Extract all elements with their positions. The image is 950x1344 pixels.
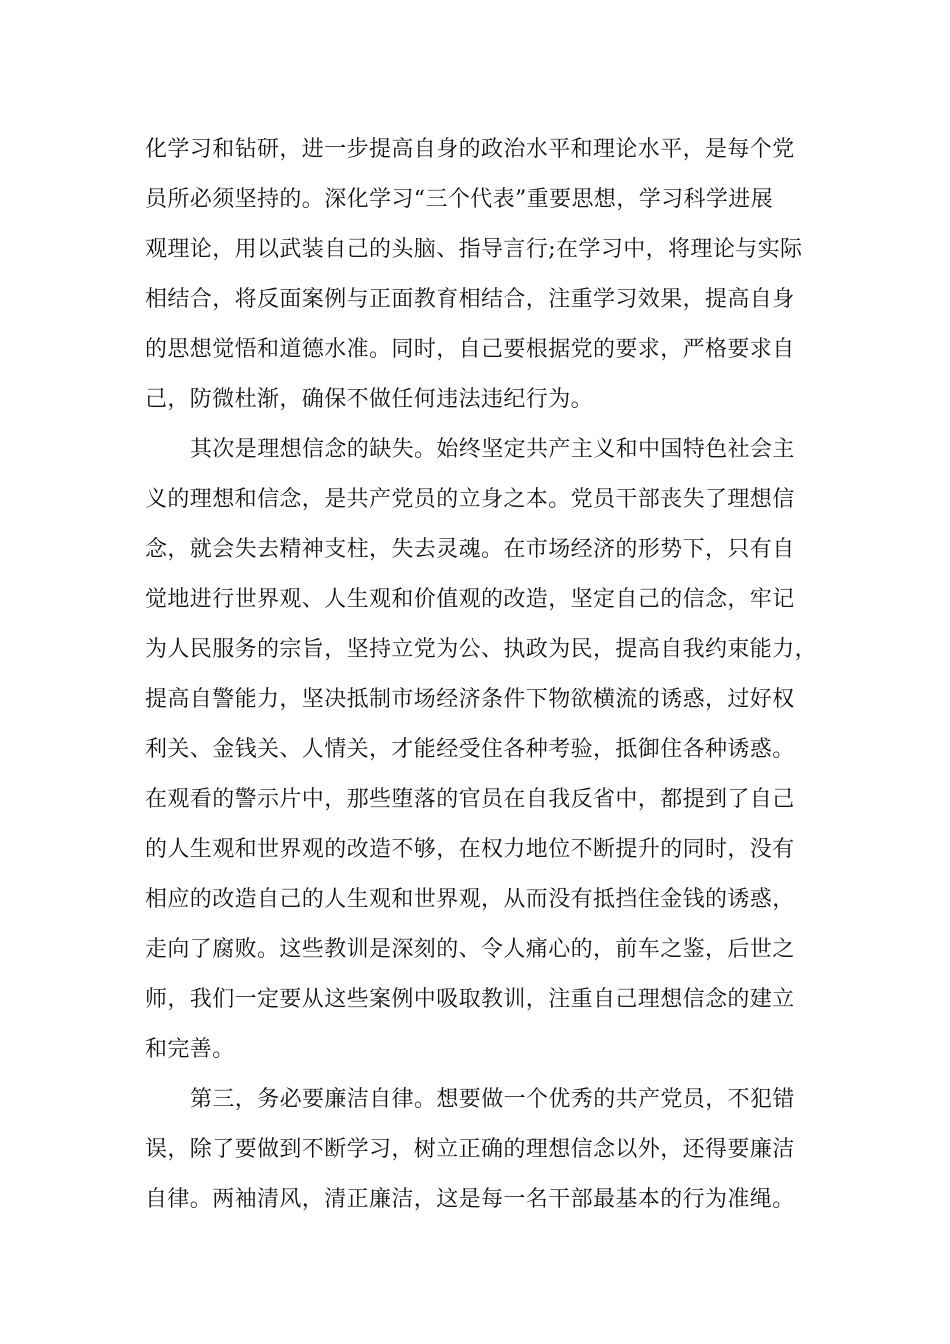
paragraph-first-line: 第三，务必要廉洁自律。想要做一个优秀的共产党员，不犯错: [190, 1087, 795, 1112]
text-line: 在观看的警示片中，那些堕落的官员在自我反省中，都提到了自己: [145, 787, 795, 812]
text-line: 相应的改造自己的人生观和世界观，从而没有抵挡住金钱的诱惑，: [145, 887, 795, 912]
text-line: 员所必须坚持的。深化学习“三个代表”重要思想，学习科学进展: [145, 187, 774, 212]
text-line: 走向了腐败。这些教训是深刻的、令人痛心的，前车之鉴，后世之: [145, 937, 795, 962]
text-line: 的人生观和世界观的改造不够，在权力地位不断提升的同时，没有: [145, 837, 795, 862]
text-line: 利关、金钱关、人情关，才能经受住各种考验，抵御住各种诱惑。: [145, 737, 795, 762]
text-line: 提高自警能力，坚决抵制市场经济条件下物欲横流的诱惑，过好权: [145, 687, 795, 712]
text-line: 误，除了要做到不断学习，树立正确的理想信念以外，还得要廉洁: [145, 1137, 795, 1162]
text-line: 师，我们一定要从这些案例中吸取教训，注重自己理想信念的建立: [145, 987, 795, 1012]
text-line: 化学习和钻研，进一步提高自身的政治水平和理论水平，是每个党: [145, 137, 795, 162]
text-line: 相结合，将反面案例与正面教育相结合，注重学习效果，提高自身: [145, 287, 795, 312]
text-line: 的思想觉悟和道德水准。同时，自己要根据党的要求，严格要求自: [145, 337, 795, 362]
text-line: 己，防微杜渐，确保不做任何违法违纪行为。: [145, 387, 594, 412]
text-line: 观理论，用以武装自己的头脑、指导言行;在学习中，将理论与实际: [145, 237, 803, 262]
text-line: 为人民服务的宗旨，坚持立党为公、执政为民，提高自我约束能力，: [145, 637, 818, 662]
text-line: 自律。两袖清风，清正廉洁，这是每一名干部最基本的行为准绳。: [145, 1187, 795, 1212]
text-line: 义的理想和信念，是共产党员的立身之本。党员干部丧失了理想信: [145, 487, 795, 512]
text-line: 和完善。: [145, 1037, 235, 1062]
text-line: 觉地进行世界观、人生观和价值观的改造，坚定自己的信念，牢记: [145, 587, 795, 612]
paragraph-first-line: 其次是理想信念的缺失。始终坚定共产主义和中国特色社会主: [190, 437, 795, 462]
text-line: 念，就会失去精神支柱，失去灵魂。在市场经济的形势下，只有自: [145, 537, 795, 562]
